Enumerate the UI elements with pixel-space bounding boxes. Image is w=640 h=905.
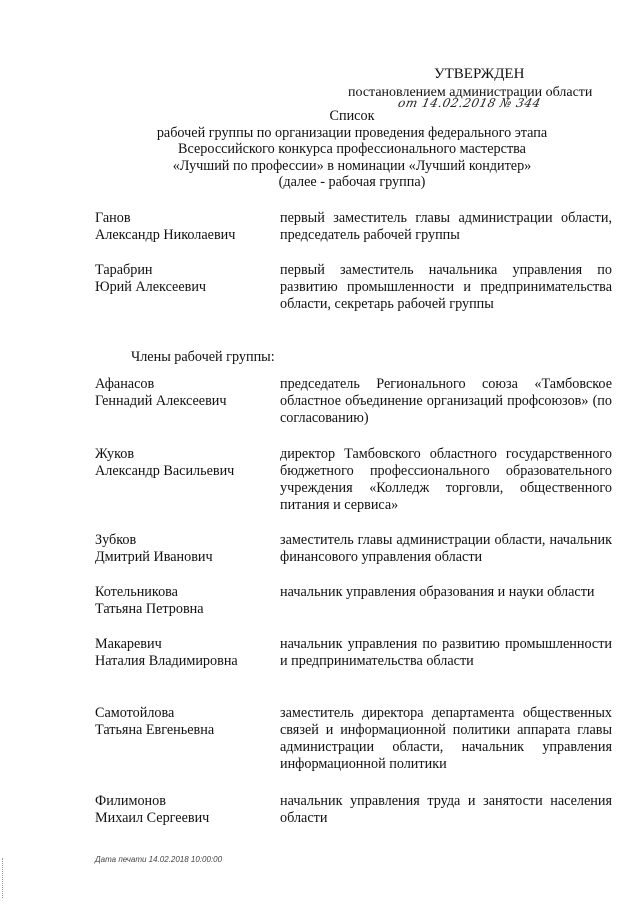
given-names: Татьяна Евгеньевна bbox=[95, 722, 215, 738]
person-name bbox=[95, 210, 275, 244]
person-name bbox=[95, 532, 275, 566]
title-line-1: Список bbox=[329, 108, 375, 124]
document-title bbox=[0, 108, 640, 191]
given-names: Дмитрий Иванович bbox=[95, 549, 213, 565]
given-names: Александр Николаевич bbox=[95, 227, 236, 243]
person-role: председатель Регионального союза «Тамбовское областное объединение организаций профсоюзов» (по согласованию) bbox=[280, 376, 612, 426]
title-line-5: (далее - рабочая группа) bbox=[278, 174, 426, 191]
person-role: первый заместитель главы администрации области, председатель рабочей группы bbox=[280, 210, 612, 243]
print-date-footer: Дата печати 14.02.2018 10:00:00 bbox=[95, 855, 223, 864]
person-role: начальник управления образования и науки области bbox=[280, 584, 595, 600]
person-role: заместитель главы администрации области, начальник финансового управления области bbox=[280, 532, 612, 565]
surname: Самотойлова bbox=[95, 705, 175, 721]
person-role: начальник управления труда и занятости населения области bbox=[280, 793, 612, 826]
person-role: первый заместитель начальника управления по развитию промышленности и предпринимательства области, секретарь рабочей группы bbox=[280, 262, 612, 312]
title-line-2: рабочей группы по организации проведения федерального этапа bbox=[156, 124, 548, 141]
person-role: начальник управления по развитию промышленности и предпринимательства области bbox=[280, 636, 612, 669]
given-names: Александр Васильевич bbox=[95, 463, 235, 479]
person-name bbox=[95, 636, 275, 670]
surname: Жуков bbox=[95, 446, 135, 462]
handwritten-date-number: от 14.02.2018 № 344 bbox=[396, 96, 543, 110]
given-names: Наталия Владимировна bbox=[95, 653, 238, 669]
title-line-3: Всероссийского конкурса профессионального мастерства bbox=[178, 141, 526, 158]
surname: Афанасов bbox=[95, 376, 155, 392]
surname: Зубков bbox=[95, 532, 137, 548]
approved-by-line: постановлением администрации области bbox=[348, 85, 593, 100]
person-name bbox=[95, 793, 275, 827]
person-name bbox=[95, 446, 275, 480]
given-names: Михаил Сергеевич bbox=[95, 810, 210, 826]
title-line-4: «Лучший по профессии» в номинации «Лучший кондитер» bbox=[172, 157, 532, 174]
person-name bbox=[95, 376, 275, 410]
given-names: Юрий Алексеевич bbox=[95, 279, 207, 295]
members-heading: Члены рабочей группы: bbox=[131, 349, 275, 365]
given-names: Геннадий Алексеевич bbox=[95, 393, 227, 409]
approved-heading: УТВЕРЖДЕН bbox=[434, 66, 525, 82]
person-role: заместитель директора департамента общественных связей и информационной политики аппарата главы администрации области, начальник управления информационной политики bbox=[280, 705, 612, 772]
surname: Филимонов bbox=[95, 793, 166, 809]
person-name bbox=[95, 584, 275, 618]
person-name bbox=[95, 705, 275, 739]
scan-margin-marks bbox=[2, 858, 5, 898]
person-role: директор Тамбовского областного государственного бюджетного профессионального образовательного учреждения «Колледж торговли, общественного питания и сервиса» bbox=[280, 446, 612, 513]
given-names: Татьяна Петровна bbox=[95, 601, 204, 617]
surname: Тарабрин bbox=[95, 262, 153, 278]
surname: Котельникова bbox=[95, 584, 178, 600]
surname: Макаревич bbox=[95, 636, 162, 652]
surname: Ганов bbox=[95, 210, 131, 226]
person-name bbox=[95, 262, 275, 296]
